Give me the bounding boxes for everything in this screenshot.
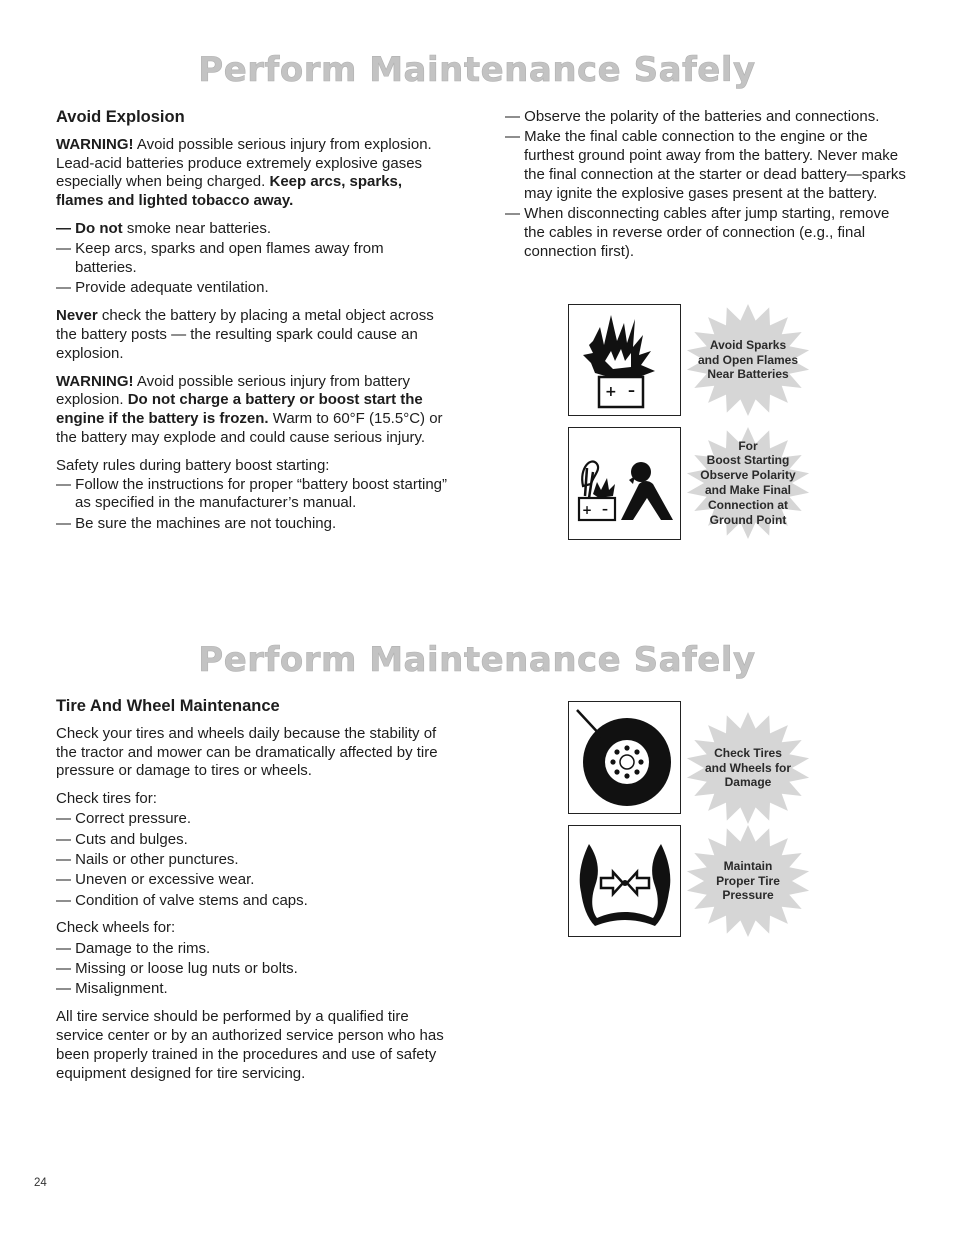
list-item-text: — Keep arcs, sparks and open flames away from batteries. <box>56 240 384 277</box>
list-item: — Observe the polarity of the batteries and connections. <box>505 108 880 125</box>
boost-start-icon <box>568 427 681 540</box>
check-wheels-intro: Check wheels for: <box>56 919 176 937</box>
section2-title: Perform Maintenance Safely <box>198 640 756 680</box>
list-item <box>56 240 448 278</box>
warning-text: Avoid possible serious injury from explosion. Lead-acid batteries produce extremely explosive gases especially when being charged. <box>56 135 432 191</box>
list-item: — Nails or other punctures. <box>56 851 239 869</box>
list-item: — Make the final cable connection to the engine or the furthest ground point away from the battery. Never make the final connection at the starter or dead battery—sparks may ignite the explosive gases present at the battery. <box>505 128 906 202</box>
warning-text: Warm to 60°F (15.5°C) or the battery may explode and could cause serious injury. <box>56 410 443 446</box>
list-item: — Condition of valve stems and caps. <box>56 891 308 909</box>
list-item-emphasis: — Do not <box>56 219 123 237</box>
boost-rules-list-continued <box>505 108 910 261</box>
list-item-text: — Provide adequate ventilation. <box>56 279 269 297</box>
decal-caption-check-tires <box>686 712 810 824</box>
section1-title: Perform Maintenance Safely <box>198 50 756 90</box>
list-item: — Damage to the rims. <box>56 939 211 957</box>
decal-caption-text: Check Tires and Wheels for Damage <box>704 745 791 790</box>
list-item: — Correct pressure. <box>56 810 192 828</box>
tire-inspection-icon <box>568 701 681 814</box>
warning-label: WARNING! <box>56 372 134 390</box>
tire-pressure-icon <box>568 825 681 937</box>
svg-text:+: + <box>605 384 617 400</box>
page-number: 24 <box>34 1177 47 1189</box>
decal-caption-boost-starting <box>686 427 810 539</box>
list-item: — Missing or loose lug nuts or bolts. <box>56 960 298 978</box>
decal-caption-tire-pressure <box>686 825 810 937</box>
svg-text:–: – <box>628 383 635 399</box>
section2-left-column <box>56 697 448 1092</box>
decal-caption-text: Avoid Sparks and Open Flames Near Batteries <box>697 337 799 382</box>
svg-text:+: + <box>582 503 593 517</box>
tire-intro-paragraph: Check your tires and wheels daily because the stability of the tractor and mower can be dramatically affected by tire pressure or damage to tires or wheels. <box>56 724 438 780</box>
decal-caption-text: Maintain Proper Tire Pressure <box>716 858 780 903</box>
boost-rules-intro: Safety rules during battery boost starting: <box>56 456 330 474</box>
list-item: — Uneven or excessive wear. <box>56 871 255 889</box>
warning-label: WARNING! <box>56 135 134 153</box>
check-tires-intro: Check tires for: <box>56 790 157 808</box>
avoid-explosion-heading: Avoid Explosion <box>56 108 185 126</box>
never-text: check the battery by placing a metal object across the battery posts — the resulting spark could cause an explosion. <box>56 307 434 362</box>
frozen-battery-warning-paragraph <box>56 373 448 448</box>
tire-maintenance-heading: Tire And Wheel Maintenance <box>56 697 280 715</box>
list-item <box>56 220 448 239</box>
list-item-text: smoke near batteries. <box>122 219 272 237</box>
section1-right-column <box>505 108 910 270</box>
list-item: — Misalignment. <box>56 980 168 998</box>
warning-text: Avoid possible serious injury from battery explosion. <box>56 372 411 409</box>
never-label: Never <box>56 307 98 325</box>
decal-caption-text: For Boost Starting Observe Polarity and Make Final Connection at Ground Point <box>700 438 796 527</box>
list-item: — Cuts and bulges. <box>56 830 188 848</box>
tire-check-list <box>56 810 448 910</box>
warning-emphasis: Keep arcs, sparks, flames and lighted tobacco away. <box>56 173 403 210</box>
boost-rules-list <box>56 476 448 534</box>
battery-explosion-icon <box>568 304 681 416</box>
never-paragraph <box>56 307 448 363</box>
section1-left-column <box>56 108 448 542</box>
list-item: — Follow the instructions for proper “battery boost starting” as specified in the manufacturer’s manual. <box>56 475 447 512</box>
list-item <box>56 279 448 298</box>
warning-emphasis: Do not charge a battery or boost start the engine if the battery is frozen. <box>56 391 423 428</box>
list-item: — When disconnecting cables after jump starting, remove the cables in reverse order of connection (e.g., final connection first). <box>505 204 890 260</box>
tire-service-paragraph: All tire service should be performed by a qualified tire service center or by an authorized service person who has been properly trained in the procedures and use of safety equipment designed for tire servicing. <box>56 1008 444 1082</box>
explosion-warning-paragraph <box>56 136 448 211</box>
battery-precautions-list <box>56 220 448 298</box>
svg-text:–: – <box>602 502 608 516</box>
decal-caption-avoid-sparks <box>686 304 810 416</box>
list-item: — Be sure the machines are not touching. <box>56 514 337 532</box>
wheel-check-list <box>56 940 448 999</box>
